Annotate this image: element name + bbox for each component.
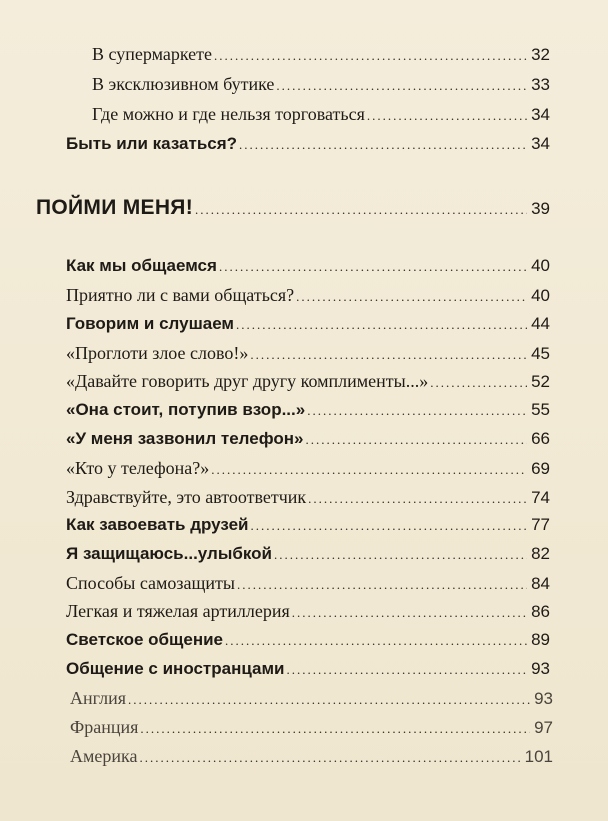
toc-entry [66,455,550,481]
toc-entry [66,131,550,157]
toc-leader-dots [236,312,527,338]
toc-entry [66,426,550,452]
toc-entry [66,340,550,366]
toc-entry-page: 69 [531,459,550,478]
toc-leader-dots [251,513,528,539]
toc-entry-title: Говорим и слушаем [66,314,235,333]
toc-entry-page: 74 [531,488,550,507]
toc-entry [92,71,550,97]
toc-entry-page: 97 [534,718,553,737]
toc-entry [66,311,550,337]
toc-entry [66,484,550,510]
toc-entry-page: 82 [531,544,550,563]
toc-leader-dots [219,254,527,280]
toc-entry-title: Как мы общаемся [66,256,217,275]
toc-entry-title: «Проглоти злое слово!» [66,343,249,363]
toc-leader-dots [239,132,527,158]
toc-entry [66,512,550,538]
toc-entry-title: Общение с иностранцами [66,659,285,678]
toc-entry [66,541,550,567]
toc-leader-dots [225,628,527,654]
toc-entry-title: В супермаркете [92,44,213,64]
toc-entry-title: Быть или казаться? [66,134,238,153]
toc-entry [66,598,550,624]
toc-entry-page: 33 [531,75,550,94]
toc-leader-dots [308,486,527,512]
toc-leader-dots [287,657,528,683]
toc-entry-page: 86 [531,602,550,621]
toc-leader-dots [128,687,530,713]
toc-entry [66,282,550,308]
toc-entry-page: 44 [531,314,550,333]
toc-entry-page: 101 [524,747,553,766]
toc-entry-title: Здравствуйте, это автоответчик [66,487,307,507]
toc-entry-title: Англия [70,688,126,708]
toc-entry-page: 89 [531,630,550,649]
toc-entry [66,253,550,279]
toc-entry-page: 34 [531,105,550,124]
chapter-title: ПОЙМИ МЕНЯ! [36,196,193,219]
toc-entry-page: 93 [531,659,550,678]
toc-entry-page: 34 [531,134,550,153]
toc-entry [92,101,550,127]
toc-leader-dots [296,284,527,310]
toc-entry [70,714,553,740]
toc-leader-dots [276,73,527,99]
toc-leader-dots [307,398,527,424]
toc-entry [66,570,550,596]
toc-leader-dots [140,716,530,742]
toc-leader-dots [305,427,527,453]
toc-entry-page: 32 [531,45,550,64]
toc-leader-dots [214,43,527,69]
toc-entry-page: 40 [531,256,550,275]
toc-entry-page: 77 [531,515,550,534]
toc-chapter [36,195,550,221]
toc-entry-title: Легкая и тяжелая артиллерия [66,601,290,621]
chapter-page: 39 [531,199,550,218]
toc-entry [70,685,553,711]
toc-entry-title: «Она стоит, потупив взор...» [66,400,306,419]
toc-entry [66,397,550,423]
toc-entry-title: Светское общение [66,630,223,649]
toc-entry [66,627,550,653]
toc-entry-title: Где можно и где нельзя торговаться [92,104,365,124]
toc-entry-page: 93 [534,689,553,708]
toc-entry [66,656,550,682]
toc-entry-title: Америка [70,746,138,766]
toc-leader-dots [211,457,527,483]
toc-leader-dots [292,600,527,626]
toc-entry-page: 45 [531,344,550,363]
toc-entry-title: «Давайте говорить друг другу комплименты...» [66,371,429,391]
toc-entry-title: Способы самозащиты [66,573,235,593]
toc-entry-page: 40 [531,286,550,305]
toc-entry-page: 66 [531,429,550,448]
toc-entry-title: «Кто у телефона?» [66,458,210,478]
toc-leader-dots [367,103,527,129]
toc-entry-title: «У меня зазвонил телефон» [66,429,304,448]
toc-entry [70,743,553,769]
toc-leader-dots [237,572,527,598]
toc-entry-title: Франция [70,717,139,737]
toc-entry-page: 52 [531,372,550,391]
toc-entry-title: В эксклюзивном бутике [92,74,275,94]
toc-leader-dots [274,542,527,568]
toc-entry-page: 84 [531,574,550,593]
toc-entry-page: 55 [531,400,550,419]
toc-entry-title: Как завоевать друзей [66,515,249,534]
toc-leader-dots [195,197,527,223]
toc-entry [92,41,550,67]
toc-entry [66,368,550,394]
toc-leader-dots [250,342,527,368]
toc-leader-dots [139,745,520,771]
toc-entry-title: Я защищаюсь...улыбкой [66,544,272,563]
toc-entry-title: Приятно ли с вами общаться? [66,285,295,305]
toc-leader-dots [430,370,527,396]
